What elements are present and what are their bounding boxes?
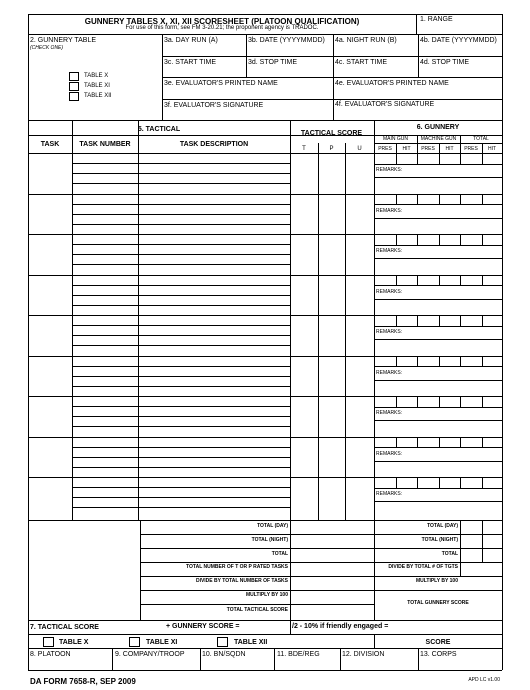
t-or-p-tasks-label: TOTAL NUMBER OF T OR P RATED TASKS xyxy=(186,564,288,570)
form-rule xyxy=(482,477,483,488)
form-rule xyxy=(482,396,483,407)
night-date-label: 4b. DATE (YYYYMMDD) xyxy=(420,37,497,44)
form-rule xyxy=(439,437,440,448)
form-rule xyxy=(460,135,461,153)
table-xi-checkbox[interactable] xyxy=(69,82,79,91)
form-rule xyxy=(439,396,440,407)
gunnery-multiply-label: MULTIPLY BY 100 xyxy=(415,578,458,584)
form-rule xyxy=(460,275,461,286)
form-rule xyxy=(28,194,502,195)
form-rule xyxy=(28,135,502,136)
form-rule xyxy=(72,285,290,286)
form-title: GUNNERY TABLES X, XI, XII SCORESHEET (PLATOON QUALIFICATION) xyxy=(84,17,360,26)
form-rule xyxy=(417,153,418,164)
form-rule xyxy=(140,520,141,620)
form-rule xyxy=(439,315,440,326)
form-rule xyxy=(28,520,502,521)
form-rule xyxy=(72,183,290,184)
form-rule xyxy=(28,620,502,621)
form-rule xyxy=(28,315,502,316)
form-rule xyxy=(374,299,502,300)
form-rule xyxy=(418,34,419,77)
form-rule xyxy=(417,234,418,245)
form-rule xyxy=(72,467,290,468)
form-rule xyxy=(72,254,290,255)
bde-reg-label: 11. BDE/REG xyxy=(277,651,320,658)
company-label: 9. COMPANY/TROOP xyxy=(115,651,185,658)
total-hit-header: HIT xyxy=(487,146,497,152)
form-rule xyxy=(72,345,290,346)
form-rule xyxy=(374,177,502,178)
table-x-checkbox[interactable] xyxy=(69,72,79,81)
form-rule xyxy=(72,335,290,336)
form-rule xyxy=(482,153,483,164)
table-xi-label: TABLE XI xyxy=(84,83,110,89)
form-rule xyxy=(162,77,502,78)
form-rule xyxy=(482,275,483,286)
form-rule xyxy=(374,204,502,205)
day-stop-label: 3d. STOP TIME xyxy=(248,59,298,66)
form-rule xyxy=(439,194,440,205)
platoon-label: 8. PLATOON xyxy=(30,651,71,658)
form-rule xyxy=(28,14,29,670)
form-rule xyxy=(140,562,374,563)
form-rule xyxy=(72,204,290,205)
day-evaluator-signature-label: 3f. EVALUATOR'S SIGNATURE xyxy=(164,102,264,109)
form-rule xyxy=(112,648,113,670)
total-day-label: TOTAL (DAY) xyxy=(257,523,288,529)
form-rule xyxy=(140,576,374,577)
form-rule xyxy=(72,120,73,520)
tactical-header: 5. TACTICAL xyxy=(137,126,181,133)
night-run-label: 4a. NIGHT RUN (B) xyxy=(335,37,397,44)
form-rule xyxy=(482,315,483,326)
form-rule xyxy=(374,548,502,549)
form-rule xyxy=(439,143,440,153)
gunnery-total-day-label: TOTAL (DAY) xyxy=(427,523,458,529)
table-xii-checkbox[interactable] xyxy=(69,92,79,101)
form-rule xyxy=(72,416,290,417)
form-rule xyxy=(374,590,502,591)
day-evaluator-name-label: 3e. EVALUATOR'S PRINTED NAME xyxy=(164,80,278,87)
form-rule xyxy=(482,520,483,562)
form-rule xyxy=(502,14,503,670)
form-rule xyxy=(72,406,290,407)
plus-gunnery-score-label: + GUNNERY SCORE = xyxy=(166,623,240,630)
form-rule xyxy=(460,315,461,326)
form-rule xyxy=(138,120,139,520)
form-rule xyxy=(374,634,375,648)
form-rule xyxy=(28,153,502,154)
form-rule xyxy=(396,275,397,286)
score-table-xi-checkbox[interactable] xyxy=(129,637,140,647)
form-rule xyxy=(460,194,461,205)
range-field[interactable] xyxy=(420,25,502,34)
form-rule xyxy=(274,648,275,670)
p-col-header: P xyxy=(329,146,334,152)
form-rule xyxy=(72,386,290,387)
form-rule xyxy=(28,634,502,635)
form-rule xyxy=(374,576,502,577)
form-rule xyxy=(374,488,502,489)
form-rule xyxy=(28,275,502,276)
form-rule xyxy=(72,447,290,448)
friendly-engaged-label: /2 - 10% if friendly engaged = xyxy=(292,623,389,630)
form-rule xyxy=(374,164,502,165)
form-rule xyxy=(374,407,502,408)
form-rule xyxy=(460,477,461,488)
form-rule xyxy=(396,437,397,448)
form-rule xyxy=(374,501,502,502)
task-col-header: TASK xyxy=(40,141,60,148)
form-rule xyxy=(28,396,502,397)
form-rule xyxy=(72,224,290,225)
form-rule xyxy=(374,285,502,286)
form-rule xyxy=(417,437,418,448)
score-label: SCORE xyxy=(425,639,451,646)
form-rule xyxy=(439,477,440,488)
form-rule xyxy=(396,477,397,488)
form-rule xyxy=(72,305,290,306)
form-rule xyxy=(246,34,247,77)
form-rule xyxy=(418,648,419,670)
form-rule xyxy=(460,356,461,367)
form-subtitle: For use of this form, see FM 3-20.21; the proponent agency is TRADOC. xyxy=(125,25,319,31)
form-rule xyxy=(374,461,502,462)
remarks-label: REMARKS: xyxy=(376,329,403,335)
form-rule xyxy=(28,120,502,121)
form-rule xyxy=(460,234,461,245)
form-rule xyxy=(374,258,502,259)
night-evaluator-name-label: 4e. EVALUATOR'S PRINTED NAME xyxy=(335,80,449,87)
score-table-xii-label: TABLE XII xyxy=(234,639,268,646)
form-rule xyxy=(482,143,483,153)
table-x-label: TABLE X xyxy=(84,73,109,79)
form-rule xyxy=(72,163,290,164)
night-stop-label: 4d. STOP TIME xyxy=(420,59,470,66)
form-rule xyxy=(460,396,461,407)
form-rule xyxy=(374,447,502,448)
form-rule xyxy=(28,14,502,15)
form-rule xyxy=(374,339,502,340)
machine-gun-pres-header: PRES xyxy=(421,146,435,152)
multiply-label: MULTIPLY BY 100 xyxy=(245,592,288,598)
divide-tasks-label: DIVIDE BY TOTAL NUMBER OF TASKS xyxy=(195,578,288,584)
form-rule xyxy=(416,14,417,34)
task-description-col-header: TASK DESCRIPTION xyxy=(179,141,249,148)
form-rule xyxy=(72,426,290,427)
form-id: DA FORM 7658-R, SEP 2009 xyxy=(30,677,136,686)
form-rule xyxy=(72,366,290,367)
form-rule xyxy=(72,325,290,326)
form-rule xyxy=(396,396,397,407)
score-table-xi-label: TABLE XI xyxy=(146,639,178,646)
form-rule xyxy=(396,234,397,245)
night-start-label: 4c. START TIME xyxy=(335,59,387,66)
score-table-xii-checkbox[interactable] xyxy=(217,637,228,647)
form-rule xyxy=(28,477,502,478)
machine-gun-header: MACHINE GUN xyxy=(420,136,457,142)
total-night-label: TOTAL (NIGHT) xyxy=(251,537,288,543)
form-rule xyxy=(333,34,334,120)
total-pres-header: PRES xyxy=(464,146,478,152)
score-table-x-label: TABLE X xyxy=(59,639,89,646)
gunnery-total-label: TOTAL xyxy=(441,551,458,557)
remarks-label: REMARKS: xyxy=(376,248,403,254)
score-table-x-checkbox[interactable] xyxy=(43,637,54,647)
form-rule xyxy=(374,380,502,381)
apd-version: APD LC v1.00 xyxy=(468,677,500,683)
form-rule xyxy=(374,366,502,367)
remarks-label: REMARKS: xyxy=(376,167,403,173)
range-label: 1. RANGE xyxy=(420,16,453,23)
night-evaluator-signature-label: 4f. EVALUATOR'S SIGNATURE xyxy=(335,101,435,108)
u-col-header: U xyxy=(357,146,362,152)
form-rule xyxy=(290,120,291,520)
form-rule xyxy=(345,143,346,520)
form-rule xyxy=(28,437,502,438)
tactical-score-header: TACTICAL SCORE xyxy=(300,130,363,137)
form-rule xyxy=(374,534,502,535)
form-rule xyxy=(417,396,418,407)
form-rule xyxy=(72,457,290,458)
form-rule xyxy=(396,315,397,326)
form-rule xyxy=(417,315,418,326)
form-rule xyxy=(417,356,418,367)
total-gunnery-score-label: TOTAL GUNNERY SCORE xyxy=(407,600,469,606)
form-rule xyxy=(374,218,502,219)
form-rule xyxy=(439,153,440,164)
remarks-label: REMARKS: xyxy=(376,410,403,416)
form-rule xyxy=(340,648,341,670)
corps-label: 13. CORPS xyxy=(420,651,457,658)
form-rule xyxy=(28,234,502,235)
form-rule xyxy=(396,153,397,164)
form-rule xyxy=(482,437,483,448)
main-gun-hit-header: HIT xyxy=(402,146,411,152)
form-rule xyxy=(162,56,502,57)
form-rule xyxy=(482,356,483,367)
form-rule xyxy=(374,562,502,563)
form-rule xyxy=(460,437,461,448)
form-rule xyxy=(417,135,418,153)
form-rule xyxy=(439,275,440,286)
gunnery-total-night-label: TOTAL (NIGHT) xyxy=(421,537,458,543)
form-rule xyxy=(439,356,440,367)
machine-gun-hit-header: HIT xyxy=(445,146,454,152)
form-rule xyxy=(162,99,502,100)
day-run-label: 3a. DAY RUN (A) xyxy=(164,37,218,44)
bn-sqdn-label: 10. BN/SQDN xyxy=(202,651,246,658)
form-rule xyxy=(374,245,502,246)
form-rule xyxy=(140,548,374,549)
form-rule xyxy=(439,234,440,245)
remarks-label: REMARKS: xyxy=(376,370,403,376)
form-rule xyxy=(72,295,290,296)
form-rule xyxy=(417,477,418,488)
day-date-label: 3b. DATE (YYYYMMDD) xyxy=(248,37,325,44)
form-rule xyxy=(72,214,290,215)
form-rule xyxy=(72,264,290,265)
table-xii-label: TABLE XII xyxy=(84,93,112,99)
form-rule xyxy=(482,194,483,205)
division-label: 12. DIVISION xyxy=(342,651,385,658)
task-number-col-header: TASK NUMBER xyxy=(79,141,131,148)
form-rule xyxy=(72,376,290,377)
form-rule xyxy=(28,34,502,35)
remarks-label: REMARKS: xyxy=(376,491,403,497)
form-rule xyxy=(318,143,319,520)
form-rule xyxy=(140,534,374,535)
main-gun-header: MAIN GUN xyxy=(383,136,408,142)
form-rule xyxy=(396,194,397,205)
form-rule xyxy=(374,520,375,620)
form-rule xyxy=(72,173,290,174)
remarks-label: REMARKS: xyxy=(376,289,403,295)
form-rule xyxy=(72,507,290,508)
remarks-label: REMARKS: xyxy=(376,208,403,214)
form-rule xyxy=(72,244,290,245)
main-gun-pres-header: PRES xyxy=(378,146,392,152)
form-rule xyxy=(417,194,418,205)
form-rule xyxy=(140,590,374,591)
form-rule xyxy=(482,234,483,245)
tactical-score-label: 7. TACTICAL SCORE xyxy=(30,624,99,631)
form-rule xyxy=(396,356,397,367)
form-rule xyxy=(460,153,461,164)
form-rule xyxy=(290,620,291,634)
gunnery-header: 6. GUNNERY xyxy=(416,124,460,131)
form-rule xyxy=(396,143,397,153)
form-rule xyxy=(72,487,290,488)
form-rule xyxy=(374,420,502,421)
remarks-label: REMARKS: xyxy=(376,451,403,457)
form-rule xyxy=(28,648,502,649)
form-rule xyxy=(374,326,502,327)
form-rule xyxy=(72,497,290,498)
total-tactical-score-label: TOTAL TACTICAL SCORE xyxy=(226,607,288,613)
gunnery-total-header: TOTAL xyxy=(473,136,489,142)
t-col-header: T xyxy=(302,146,306,152)
day-start-label: 3c. START TIME xyxy=(164,59,216,66)
form-rule xyxy=(28,356,502,357)
check-one-note: (CHECK ONE) xyxy=(30,45,64,51)
divide-targets-label: DIVIDE BY TOTAL # OF TGTS xyxy=(388,564,458,570)
form-rule xyxy=(28,670,502,671)
gunnery-table-label: 2. GUNNERY TABLE xyxy=(30,37,97,44)
form-rule xyxy=(200,648,201,670)
total-label: TOTAL xyxy=(271,551,288,557)
form-rule xyxy=(140,604,374,605)
form-rule xyxy=(290,520,291,620)
form-rule xyxy=(417,275,418,286)
